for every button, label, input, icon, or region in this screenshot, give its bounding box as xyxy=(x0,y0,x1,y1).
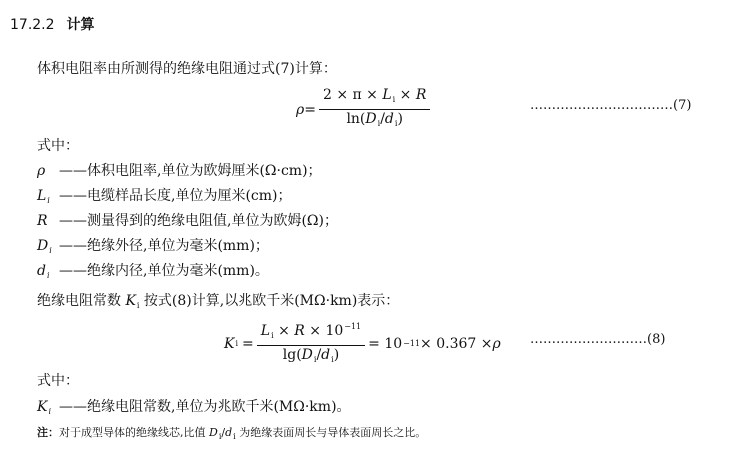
p2-after: 按式(8)计算,以兆欧千米(MΩ·km)表示： xyxy=(139,293,400,309)
paragraph-formula7-intro: 体积电阻率由所测得的绝缘电阻通过式(7)计算： xyxy=(37,61,337,77)
formula7-den-ln: ln( xyxy=(346,111,366,127)
formula8-num-sub: i xyxy=(271,331,274,340)
definition-text: ——绝缘内径,单位为毫米(mm)。 xyxy=(59,263,269,279)
formula7-num-L: L xyxy=(382,87,392,103)
definition-symbol-text: K xyxy=(37,399,48,415)
definition-text: ——电缆样品长度,单位为厘米(cm)； xyxy=(59,188,292,204)
definition-row xyxy=(37,235,269,255)
formula8-den-d: d xyxy=(321,347,331,363)
section-number: 17.2.2 xyxy=(10,17,55,33)
definition-symbol-sub: i xyxy=(49,246,52,255)
definition-text: ——绝缘电阻常数,单位为兆欧千米(MΩ·km)。 xyxy=(59,399,351,415)
formula7-num-R: R xyxy=(415,87,427,103)
formula8-denominator xyxy=(279,346,343,369)
formula7-equals: = xyxy=(304,101,316,118)
formula-7 xyxy=(296,86,433,133)
formula8-fraction xyxy=(257,318,365,369)
formula7-num-a: 2 × π × xyxy=(322,87,383,103)
formula7-den-slash: / xyxy=(380,111,385,127)
definition-symbol xyxy=(37,238,59,255)
definition-symbol xyxy=(37,188,59,205)
formula8-number: ………………………(8) xyxy=(530,332,666,347)
formula8-equals: = xyxy=(242,335,254,352)
formula7-den-close: ) xyxy=(397,111,403,127)
formula8-den-close: ) xyxy=(333,347,340,363)
definition-row xyxy=(37,160,322,180)
formula8-rhs-exp: −11 xyxy=(403,339,421,348)
formula8-num-exp: −11 xyxy=(344,322,362,331)
definition-row xyxy=(37,210,338,230)
note-slash: / xyxy=(221,426,226,439)
where-label-1: 式中： xyxy=(37,138,79,154)
definition-symbol xyxy=(37,263,59,280)
note-sub1: i xyxy=(218,432,222,441)
formula8-numerator xyxy=(257,318,365,346)
note-after: 为绝缘表面周长与导体表面周长之比。 xyxy=(235,426,427,439)
definition-symbol-text: R xyxy=(37,213,48,229)
formula7-den-D: D xyxy=(365,111,377,127)
definition-symbol xyxy=(37,399,59,416)
formula7-numerator xyxy=(319,86,430,110)
note-label: 注： xyxy=(37,426,59,439)
definition-row xyxy=(37,260,269,280)
formula7-den-d: d xyxy=(384,111,394,127)
formula7-denominator xyxy=(342,110,406,133)
formula8-num-times2: × 10 xyxy=(304,323,344,339)
formula8-num-R: R xyxy=(294,323,305,339)
definition-symbol xyxy=(37,213,59,230)
definition-row xyxy=(37,185,292,205)
formula7-number: ……………………………(7) xyxy=(530,98,692,113)
p2-K-sub: i xyxy=(136,301,140,310)
formula8-den-sub2: i xyxy=(331,355,334,364)
definition-text: ——绝缘外径,单位为毫米(mm)； xyxy=(59,238,269,254)
formula7-den-sub1: i xyxy=(377,119,381,128)
definition-symbol-text: ρ xyxy=(37,163,46,179)
definition-row xyxy=(37,396,351,416)
definition-symbol-text: d xyxy=(37,263,46,279)
formula8-lhs-sub: i xyxy=(235,339,239,348)
p2-K: K xyxy=(125,293,136,309)
note-d: d xyxy=(225,426,233,439)
note-D: D xyxy=(209,426,218,439)
definition-symbol-sub: i xyxy=(48,407,52,416)
formula8-num-L: L xyxy=(260,323,271,339)
definition-symbol-text: L xyxy=(37,188,47,204)
formula7-lhs: ρ xyxy=(296,101,305,118)
formula8-den-lg: lg( xyxy=(282,347,302,363)
formula8-den-slash: / xyxy=(316,347,322,363)
formula-8 xyxy=(224,318,501,369)
formula8-num-times1: × xyxy=(273,323,295,339)
formula8-rhs-rest: × 0.367 × xyxy=(420,335,493,352)
definition-symbol-text: D xyxy=(37,238,49,254)
definition-symbol-sub: i xyxy=(47,196,50,205)
note-sub2: i xyxy=(233,432,236,441)
formula8-den-sub1: i xyxy=(313,355,317,364)
formula7-num-sub: i xyxy=(392,95,396,104)
formula7-fraction xyxy=(319,86,430,133)
paragraph-formula8-intro xyxy=(37,290,399,310)
definition-text: ——测量得到的绝缘电阻值,单位为欧姆(Ω)； xyxy=(59,213,338,229)
formula7-num-b: × xyxy=(395,87,416,103)
formula8-den-D: D xyxy=(301,347,313,363)
section-title: 计算 xyxy=(66,17,95,33)
section-heading xyxy=(10,14,95,34)
definition-symbol-sub: i xyxy=(46,271,50,280)
where-label-2: 式中： xyxy=(37,373,79,389)
definition-symbol xyxy=(37,163,59,180)
formula8-lhs-K: K xyxy=(224,335,235,352)
formula8-rhs-eq: = 10 xyxy=(368,335,403,352)
note-before: 对于成型导体的绝缘线芯,比值 xyxy=(59,426,209,439)
note xyxy=(37,424,426,441)
formula8-rhs-rho: ρ xyxy=(492,335,501,352)
p2-before: 绝缘电阻常数 xyxy=(37,293,126,309)
formula7-den-sub2: i xyxy=(394,119,398,128)
definition-text: ——体积电阻率,单位为欧姆厘米(Ω·cm)； xyxy=(59,163,322,179)
